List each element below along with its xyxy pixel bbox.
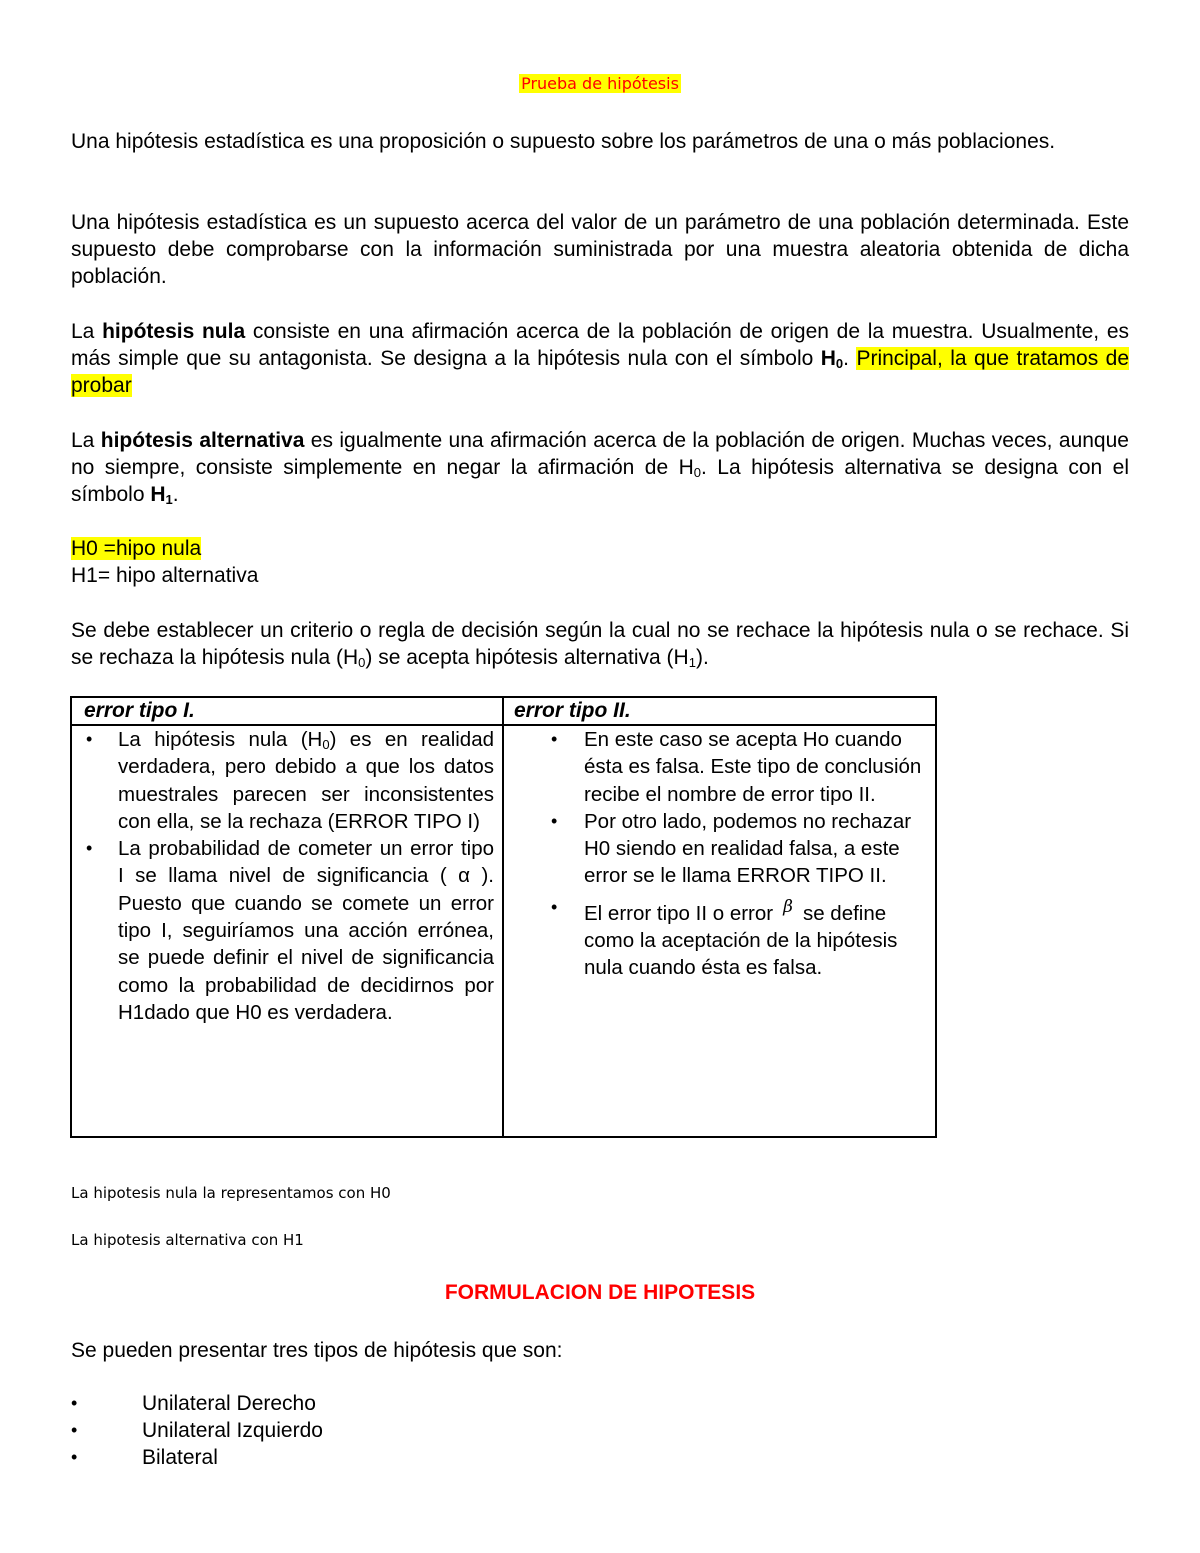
hypothesis-types-list (71, 1390, 323, 1471)
list-item: • La hipótesis nula $(H_0)$ es en realidad verdadera, pero debido a que los datos muestrales parecen ser inconsistentes con ella, se la rechaza (ERROR TIPO I) (86, 728, 495, 833)
bullet-icon: • (551, 729, 558, 749)
bullet-icon: • (71, 1393, 78, 1413)
note-alternative: La hipotesis alternativa con H1 (71, 1231, 304, 1249)
list-item: • La probabilidad de cometer un error tipo I se llama nivel de significancia ( α ). Puesto que cuando se comete un error tipo I, seguiríamos una acción errónea, se puede definir el nivel de significancia como la probabilidad de decidirnos por H1dado que H0 es verdadera. (86, 837, 494, 1024)
header-error-type-2: error tipo II. (503, 697, 936, 725)
term-null-hypothesis: hipótesis nula (102, 320, 246, 343)
list-item: • Unilateral Derecho (71, 1392, 316, 1415)
list-item: • Por otro lado, podemos no rechazar H0 siendo en realidad falsa, a este error se le llama ERROR TIPO II. (551, 809, 912, 888)
error-types-table (70, 696, 937, 1138)
symbol-h0: $H_0$ (820, 347, 844, 371)
list-item: • Bilateral (71, 1446, 218, 1469)
highlight-principal: Principal, la que tratamos de probar (71, 347, 1129, 397)
note-null: La hipotesis nula la representamos con H0 (71, 1184, 391, 1202)
page-title: Prueba de hipótesis (521, 74, 679, 93)
bullet-icon: • (551, 896, 558, 917)
term-alt-hypothesis: hipótesis alternativa (100, 429, 305, 452)
beta-symbol: β (783, 896, 793, 917)
bullet-icon: • (71, 1420, 78, 1440)
section-heading: FORMULACION DE HIPOTESIS (444, 1281, 756, 1304)
paragraph-null-hypothesis: La hipótesis nula consiste en una afirmación acerca de la población de origen de la muestra. Usualmente, es más simple que su antagonista. Se designa a la hipótesis nula con el símbolo $H_0$. Principal, la que tratamos de probar (71, 320, 1129, 397)
h1-line: H1= hipo alternativa (71, 564, 259, 587)
bullet-icon: • (71, 1447, 78, 1467)
paragraph-definition-2: Una hipótesis estadística es un supuesto acerca del valor de un parámetro de una población determinada. Este supuesto debe comprobarse con la información suministrada por una muestra aleatoria obtenida de dicha población. (71, 211, 1129, 288)
bullet-icon: • (86, 838, 93, 859)
cell-error-type-1 (71, 725, 503, 1137)
paragraph-alt-hypothesis: La hipótesis alternativa es igualmente una afirmación acerca de la población de origen. Muchas veces, aunque no siempre, consiste simplemente en negar la afirmación de $H_0$. La hipótesis alternativa se designa con el símbolo $H_1$. (71, 429, 1130, 507)
paragraph-decision-rule: Se debe establecer un criterio o regla de decisión según la cual no se rechace la hipótesis nula o se rechace. Si se rechaza la hipótesis nula $(H_0)$ se acepta hipótesis alternativa $(H_1)$. (71, 619, 1129, 670)
list-item: • En este caso se acepta Ho cuando ésta es falsa. Este tipo de conclusión recibe el nombre de error tipo II. (551, 728, 922, 806)
list-item: • El error tipo II o error β se define como la aceptación de la hipótesis nula cuando ésta es falsa. (504, 894, 935, 982)
cell-error-type-2 (503, 725, 936, 1137)
paragraph-definition-1: Una hipótesis estadística es una proposición o supuesto sobre los parámetros de una o más poblaciones. (71, 130, 1056, 153)
types-intro: Se pueden presentar tres tipos de hipótesis que son: (71, 1339, 563, 1362)
bullet-icon: • (551, 810, 558, 831)
symbol-h1: $H_1$ (150, 483, 173, 507)
h0-line: H0 =hipo nula (71, 537, 202, 560)
list-item: • Unilateral Izquierdo (71, 1419, 323, 1442)
header-error-type-1: error tipo I. (71, 697, 503, 725)
bullet-icon: • (86, 729, 93, 749)
